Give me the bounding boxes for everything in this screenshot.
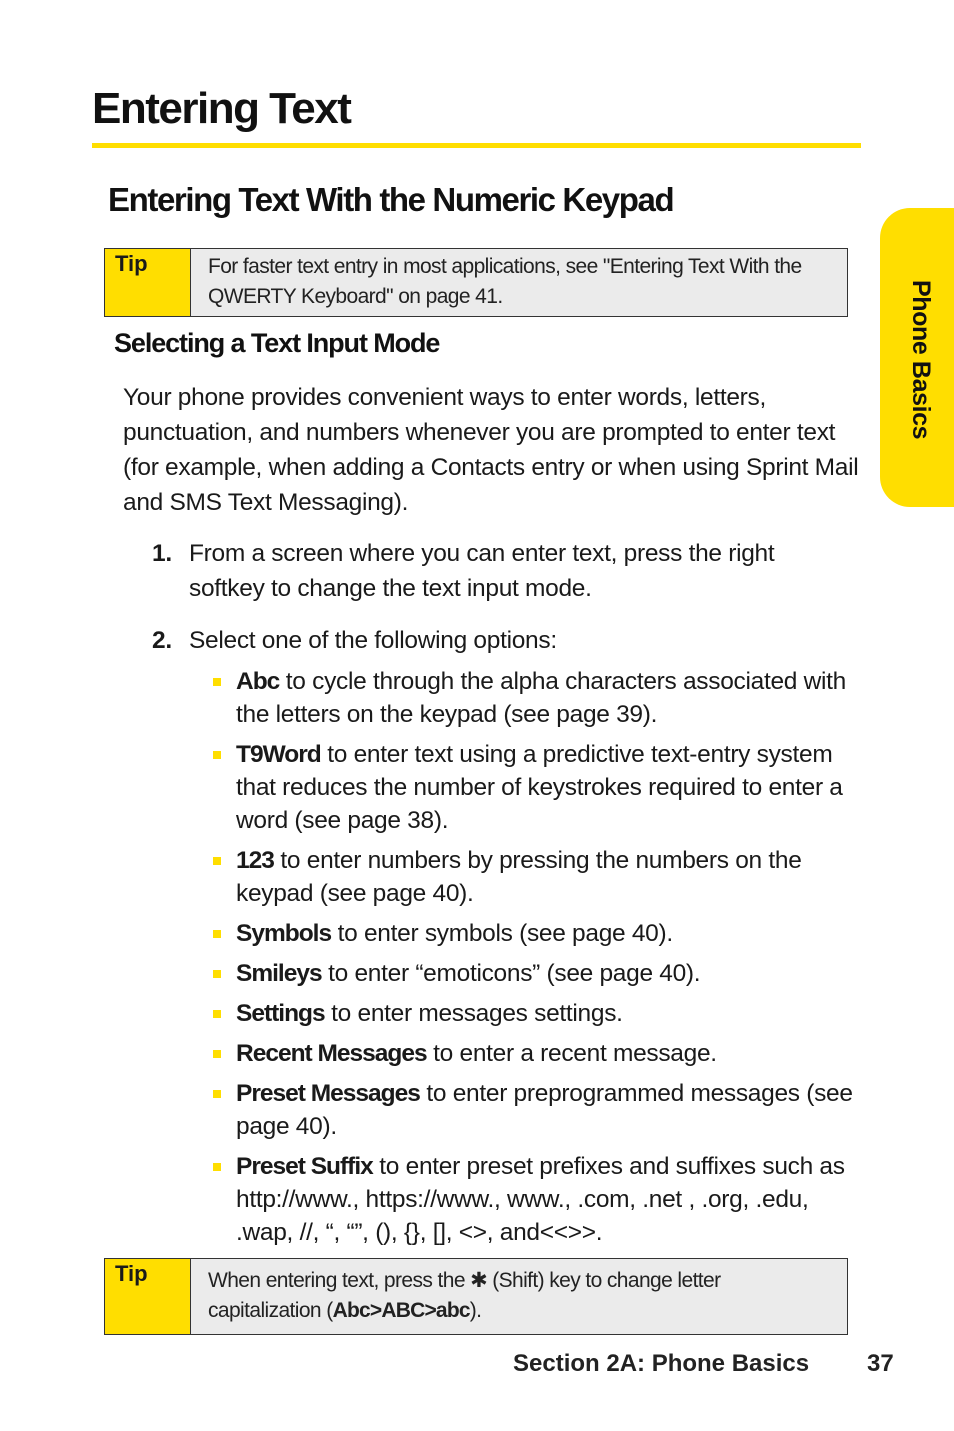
option-description: to enter preset prefixes and suffixes such as http://www., https://www., www., .com, .net , .org, .edu, .wap, //, “, “”, (), {}, [], <>, and<<>>. [236, 1153, 845, 1246]
option-name: 123 [236, 847, 274, 874]
list-item [212, 1037, 862, 1070]
square-bullet-icon [213, 1010, 221, 1018]
option-name: Recent Messages [236, 1040, 427, 1067]
tip-text-end: ). [469, 1299, 482, 1322]
list-item [212, 1077, 862, 1143]
option-description: to enter numbers by pressing the numbers on the keypad (see page 40). [236, 847, 802, 907]
subheading: Selecting a Text Input Mode [114, 328, 440, 358]
list-item [212, 665, 862, 731]
option-name: Smileys [236, 960, 322, 987]
square-bullet-icon [213, 930, 221, 938]
tip-label: Tip [105, 249, 191, 316]
option-description: to enter preprogrammed messages (see page 40). [236, 1080, 853, 1140]
option-description: to enter symbols (see page 40). [331, 920, 673, 947]
step-number: 1. [152, 540, 172, 567]
tip-box-2 [104, 1258, 848, 1335]
step-text: Select one of the following options: [189, 627, 557, 654]
tip-label: Tip [105, 1259, 191, 1334]
step-text: From a screen where you can enter text, press the right softkey to change the text input mode. [189, 540, 775, 602]
step-number: 2. [152, 627, 172, 654]
title-rule [92, 143, 861, 148]
option-description: to enter text using a predictive text-entry system that reduces the number of keystrokes required to enter a word (see page 38). [236, 741, 843, 834]
step-1 [152, 536, 852, 606]
side-tab-label: Phone Basics [907, 280, 935, 440]
capitalization-modes: Abc>ABC>abc [332, 1299, 470, 1322]
step-2 [152, 623, 852, 658]
square-bullet-icon [213, 678, 221, 686]
tip-text-after: (Shift) key to change letter capitalization ( [208, 1269, 721, 1322]
intro-paragraph: Your phone provides convenient ways to enter words, letters, punctuation, and numbers whenever you are prompted to enter text (for example, when adding a Contacts entry or when using Sprint Mail and SMS Text Messaging). [123, 384, 859, 516]
list-item [212, 844, 862, 910]
section-side-tab [880, 208, 954, 507]
option-description: to cycle through the alpha characters associated with the letters on the keypad (see page 39). [236, 668, 846, 728]
footer-section-label: Section 2A: Phone Basics [513, 1350, 810, 1377]
list-item [212, 1150, 862, 1249]
options-list [212, 665, 862, 1256]
option-name: Preset Messages [236, 1080, 420, 1107]
option-name: Preset Suffix [236, 1153, 373, 1180]
square-bullet-icon [213, 1163, 221, 1171]
option-description: to enter messages settings. [324, 1000, 623, 1027]
tip-text-before: When entering text, press the [208, 1269, 471, 1292]
section-heading: Entering Text With the Numeric Keypad [108, 181, 674, 218]
option-name: T9Word [236, 741, 321, 768]
list-item [212, 957, 862, 990]
option-name: Settings [236, 1000, 325, 1027]
option-name: Abc [236, 668, 280, 695]
option-description: to enter “emoticons” (see page 40). [321, 960, 701, 987]
list-item [212, 738, 862, 837]
square-bullet-icon [213, 857, 221, 865]
page-number: 37 [867, 1350, 894, 1377]
list-item [212, 917, 862, 950]
page-title: Entering Text [92, 84, 351, 133]
option-description: to enter a recent message. [426, 1040, 717, 1067]
list-item [212, 997, 862, 1030]
option-name: Symbols [236, 920, 332, 947]
tip-box-1 [104, 248, 848, 317]
square-bullet-icon [213, 970, 221, 978]
tip-text: For faster text entry in most applications, see "Entering Text With the QWERTY Keyboard" on page 41. [191, 249, 847, 316]
asterisk-key-icon: ✱ [470, 1269, 487, 1292]
square-bullet-icon [213, 751, 221, 759]
square-bullet-icon [213, 1050, 221, 1058]
square-bullet-icon [213, 1090, 221, 1098]
tip-text [191, 1259, 847, 1334]
